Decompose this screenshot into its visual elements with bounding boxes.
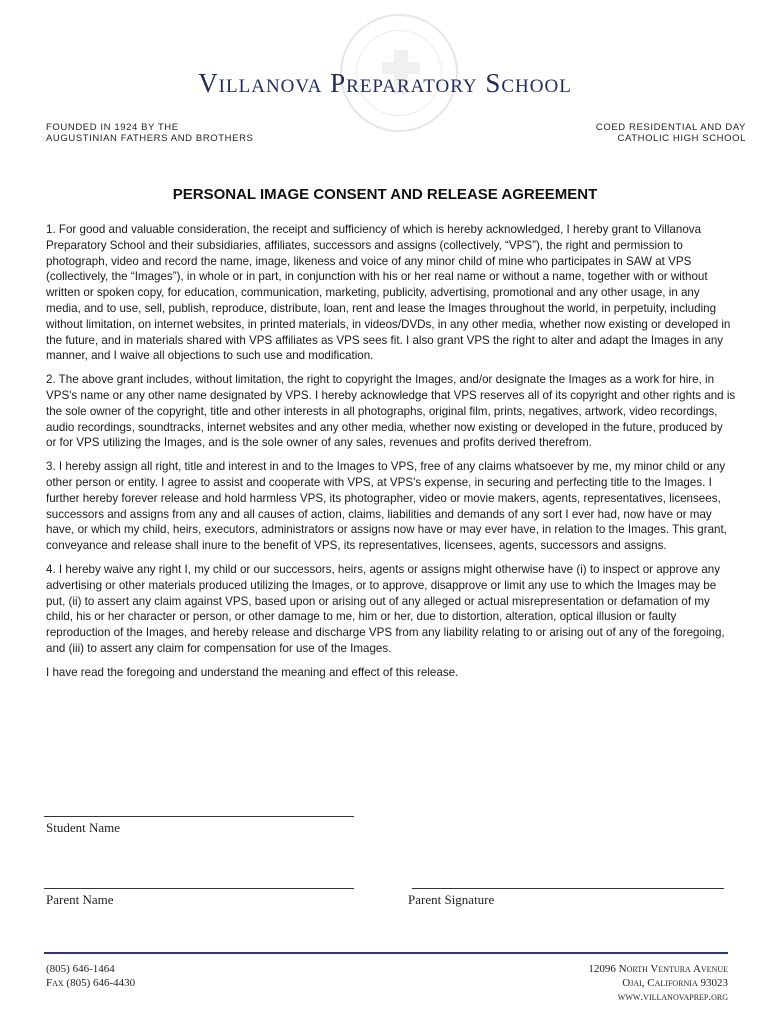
- paragraph-2: 2. The above grant includes, without limitation, the right to copyright the Images, and/or designate the Images as a work for hire, in VPS's name or any other name designated by VPS. I hereby acknowledge that VPS reserves all of its copyright and other rights and is the sole owner of the copyright, title and other interests in all photographs, original film, prints, negatives, artwork, video recordings, audio recordings, soundtracks, internet websites and any other media, whether now existing or developed in the future, produced by or for VPS utilizing the Images, and is the sole owner of any sales, revenues and profits derived therefrom.: [46, 373, 736, 450]
- coed-line-2: CATHOLIC HIGH SCHOOL: [617, 133, 746, 144]
- parent-name-line[interactable]: [44, 888, 354, 889]
- footer-contact: [46, 962, 135, 990]
- footer-divider: [44, 952, 728, 954]
- footer-fax: Fax (805) 646-4430: [46, 977, 136, 989]
- student-name-line[interactable]: [44, 816, 354, 817]
- agreement-body: [46, 222, 736, 689]
- student-name-label: Student Name: [46, 820, 121, 835]
- school-name-logo: Villanova Preparatory School: [198, 68, 572, 98]
- paragraph-4: 4. I hereby waive any right I, my child or our successors, heirs, agents or assigns might otherwise have (i) to inspect or approve any advertising or other materials produced utilizing the Images, or to approve, disapprove or limit any use to which the Images may be put, (ii) to assert any claim against VPS, based upon or arising out of any alleged or actual misrepresentation or defamation of my child, his or her character or person, or other damage to me, him or her, due to distortion, alteration, optical illusion or faulty reproduction of the Images, and hereby release and discharge VPS from any liability relating to or arising out of any of the foregoing, and (iii) to assert any claim for compensation for use of the Images.: [46, 562, 725, 655]
- parent-signature-label: Parent Signature: [408, 892, 495, 907]
- footer-address-line-2: Ojai, California 93023: [622, 977, 728, 989]
- footer-phone: (805) 646-1464: [46, 963, 115, 975]
- footer-address: [588, 962, 728, 1004]
- founded-note: [46, 122, 253, 144]
- coed-note: [596, 122, 746, 144]
- coed-line-1: COED RESIDENTIAL AND DAY: [595, 122, 746, 133]
- footer-address-line-1: 12096 North Ventura Avenue: [588, 963, 728, 975]
- parent-signature-line[interactable]: [412, 888, 724, 889]
- acknowledgement: I have read the foregoing and understand the meaning and effect of this release.: [46, 665, 459, 679]
- founded-line-1: FOUNDED IN 1924 BY THE: [46, 122, 179, 133]
- paragraph-1: 1. For good and valuable consideration, the receipt and sufficiency of which is hereby acknowledged, I hereby grant to Villanova Preparatory School and their subsidiaries, affiliates, successors and assigns (collectively, “VPS”), the right and permission to photograph, video and record the name, image, likeness and voice of any minor child of mine who participates in SAW at VPS (collectively, the “Images”), in whole or in part, in conjunction with his or her real name or without a name, together with or without written or spoken copy, for education, communication, marketing, publicity, advertising, promotional and any other usage, in any media, and to use, sell, publish, reproduce, distribute, loan, rent and lease the Images throughout the world, in perpetuity, including without limitation, on internet websites, in printed materials, in videos/DVDs, in any other media, whether now existing or developed in the future, and in materials shared with VPS affiliates as VPS sees fit. I also grant VPS the right to alter and adapt the Images in any manner, and I waive all objections to such use and modification.: [46, 223, 731, 363]
- founded-line-2: AUGUSTINIAN FATHERS AND BROTHERS: [46, 133, 254, 144]
- document-title: PERSONAL IMAGE CONSENT AND RELEASE AGREEMENT: [172, 186, 598, 203]
- paragraph-3: 3. I hereby assign all right, title and interest in and to the Images to VPS, free of any claims whatsoever by me, my minor child or any other person or entity. I agree to assist and cooperate with VPS, at VPS's expense, in securing and perfecting title to the Images. I further hereby forever release and hold harmless VPS, its photographer, video or movie makers, agents, representatives, licensees, successors and assigns from any and all causes of action, claims, liabilities and demands of any sort I ever had, now have or may have, or which my child, heirs, executors, administrators or assigns now have or may ever have, in relation to the Images. This grant, conveyance and release shall inure to the benefit of VPS, its representatives, licensees, agents, successors and assigns.: [46, 460, 727, 553]
- footer-website: www.villanovaprep.org: [617, 991, 728, 1003]
- parent-name-label: Parent Name: [46, 892, 114, 907]
